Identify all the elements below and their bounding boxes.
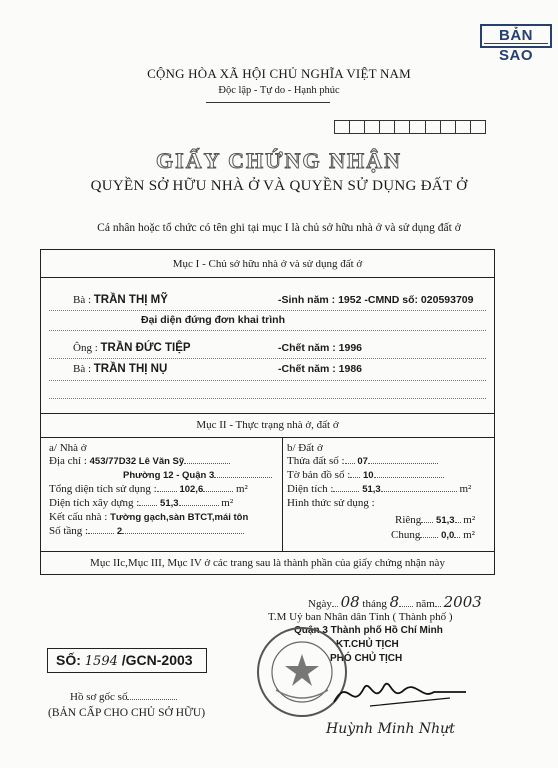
land-shared: Chung 0,0 m² [391,529,475,541]
for-chairman: KT.CHỦ TỊCH [336,639,399,650]
vice-chairman: PHÓ CHỦ TỊCH [330,653,403,664]
house-floors: Số tầng : 2 [49,525,244,537]
side-stamp-mark [532,364,558,424]
house-address: Địa chỉ : 453/77D32 Lê Văn Sỹ [49,455,230,467]
representative-note: Đại diện đứng đơn khai trình [141,314,285,326]
issuing-locality: Quận 3 Thành phố Hồ Chí Minh [294,625,443,636]
land-label: b/ Đất ở [287,442,323,454]
signer-name: Huỳnh Minh Nhựt [326,721,455,737]
section2-heading: Mục II - Thực trạng nhà ở, đất ở [196,419,339,431]
house-address-value: 453/77D32 Lê Văn Sỹ [89,456,185,467]
house-structure: Kết cấu nhà : Tường gạch,sàn BTCT,mái tôn [49,511,249,523]
continuation-note: Mục IIc,Mục III, Mục IV ở các trang sau là thành phần của giấy chứng nhận này [90,557,445,569]
certificate-frame [40,249,495,575]
owner-name-1: TRẦN THỊ MỸ [93,294,168,306]
origin-file-number: Hồ sơ gốc số [70,691,177,703]
land-private: Riêng 51,3 m² [395,514,476,526]
land-area: Diện tích : 51,3 m² [287,483,472,495]
certificate-title: GIẤY CHỨNG NHẬN [156,148,402,173]
copy-stamp: BẢN SAO [480,24,552,48]
certificate-subtitle: QUYỀN SỞ HỮU NHÀ Ở VÀ QUYỀN SỬ DỤNG ĐẤT Ở [90,178,468,194]
house-ward [123,469,272,481]
land-map-sheet: Tờ bản đồ số : 10 [287,469,444,481]
owner-row-1: Bà : TRẦN THỊ MỸ [73,294,168,306]
house-ward-value: Phường 12 - Quận 3 [123,470,215,481]
serial-number-boxes [334,120,486,134]
owner-row-3: Ông : TRẦN ĐỨC TIỆP [73,342,191,354]
owner-info-3: -Chết năm : 1996 [278,342,363,354]
owner-info-1: -Sinh năm : 1952 -CMND số: 020593709 [278,294,474,306]
house-total-area: Tổng diện tích sử dụng : 102,6 m² [49,483,248,495]
signature [330,672,470,714]
intro-text: Cá nhân hoặc tổ chức có tên ghi tại mục I là chủ sở hữu nhà ở và sử dụng đất ở [97,222,461,234]
certificate-number: SỐ: 1594 /GCN-2003 [47,648,207,673]
national-motto: Độc lập - Tự do - Hạnh phúc [218,85,340,96]
owner-row-4: Bà : TRẦN THỊ NỤ [73,363,168,375]
owner-name-3: TRẦN ĐỨC TIỆP [100,342,191,354]
issued-for-owner-note: (BẢN CẤP CHO CHỦ SỞ HỮU) [48,707,206,719]
house-label: a/ Nhà ở [49,442,87,454]
issue-date: Ngày 08 tháng 8 năm 2003 [308,593,482,611]
issuing-authority: T.M Uỷ ban Nhân dân Tỉnh ( Thành phố ) [268,611,453,623]
motto-underline [206,102,330,103]
land-plot: Thửa đất số : 07 [287,455,438,467]
owner-info-4: -Chết năm : 1986 [278,363,363,375]
house-built-area: Diện tích xây dựng : 51,3 m² [49,497,234,509]
nation-title: CỘNG HÒA XÃ HỘI CHỦ NGHĨA VIỆT NAM [147,66,411,81]
owner-name-4: TRẦN THỊ NỤ [93,363,168,375]
section1-heading: Mục I - Chủ sở hữu nhà ở và sử dụng đất ở [172,258,363,270]
land-usage-form: Hình thức sử dụng : [287,497,375,509]
